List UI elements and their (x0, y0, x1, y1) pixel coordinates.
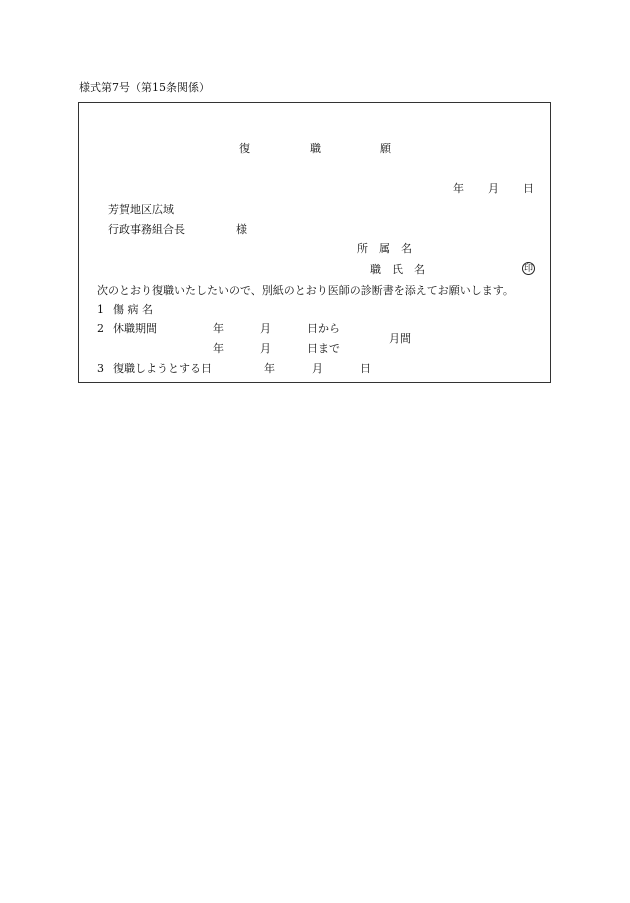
item2-to-year: 年 (213, 342, 224, 355)
date-month-label: 月 (488, 182, 499, 195)
addressee-line1: 芳賀地区広域 (108, 203, 174, 216)
item3-label: 復職しようとする日 (113, 362, 212, 375)
item3-day: 日 (360, 362, 371, 375)
item2-label: 休職期間 (113, 322, 157, 335)
item2-from-month: 月 (260, 322, 271, 335)
date-year-label: 年 (453, 182, 464, 195)
title-char-negai: 願 (380, 142, 391, 155)
item2-to-month: 月 (260, 342, 271, 355)
item2-number: 2 (97, 322, 104, 335)
item3-year: 年 (264, 362, 275, 375)
request-statement: 次のとおり復職いたしたいので、別紙のとおり医師の診断書を添えてお願いします。 (97, 284, 514, 297)
item3-number: 3 (97, 362, 104, 375)
affiliation-label: 所 属 名 (357, 242, 412, 255)
name-label: 職 氏 名 (370, 263, 425, 276)
title-char-shoku: 職 (310, 142, 321, 155)
date-day-label: 日 (523, 182, 534, 195)
item2-from-day: 日から (307, 322, 340, 335)
addressee-honorific: 様 (236, 223, 247, 236)
addressee-line2: 行政事務組合長 (108, 223, 185, 236)
form-number-header: 様式第7号（第15条関係） (79, 81, 210, 94)
item2-to-day: 日まで (307, 342, 340, 355)
seal-mark: 印 (523, 264, 533, 274)
item3-month: 月 (312, 362, 323, 375)
item2-from-year: 年 (213, 322, 224, 335)
title-char-fuku: 復 (239, 142, 250, 155)
item1-number: 1 (97, 303, 104, 316)
item1-label: 傷 病 名 (113, 303, 153, 316)
item2-duration: 月間 (389, 332, 411, 345)
